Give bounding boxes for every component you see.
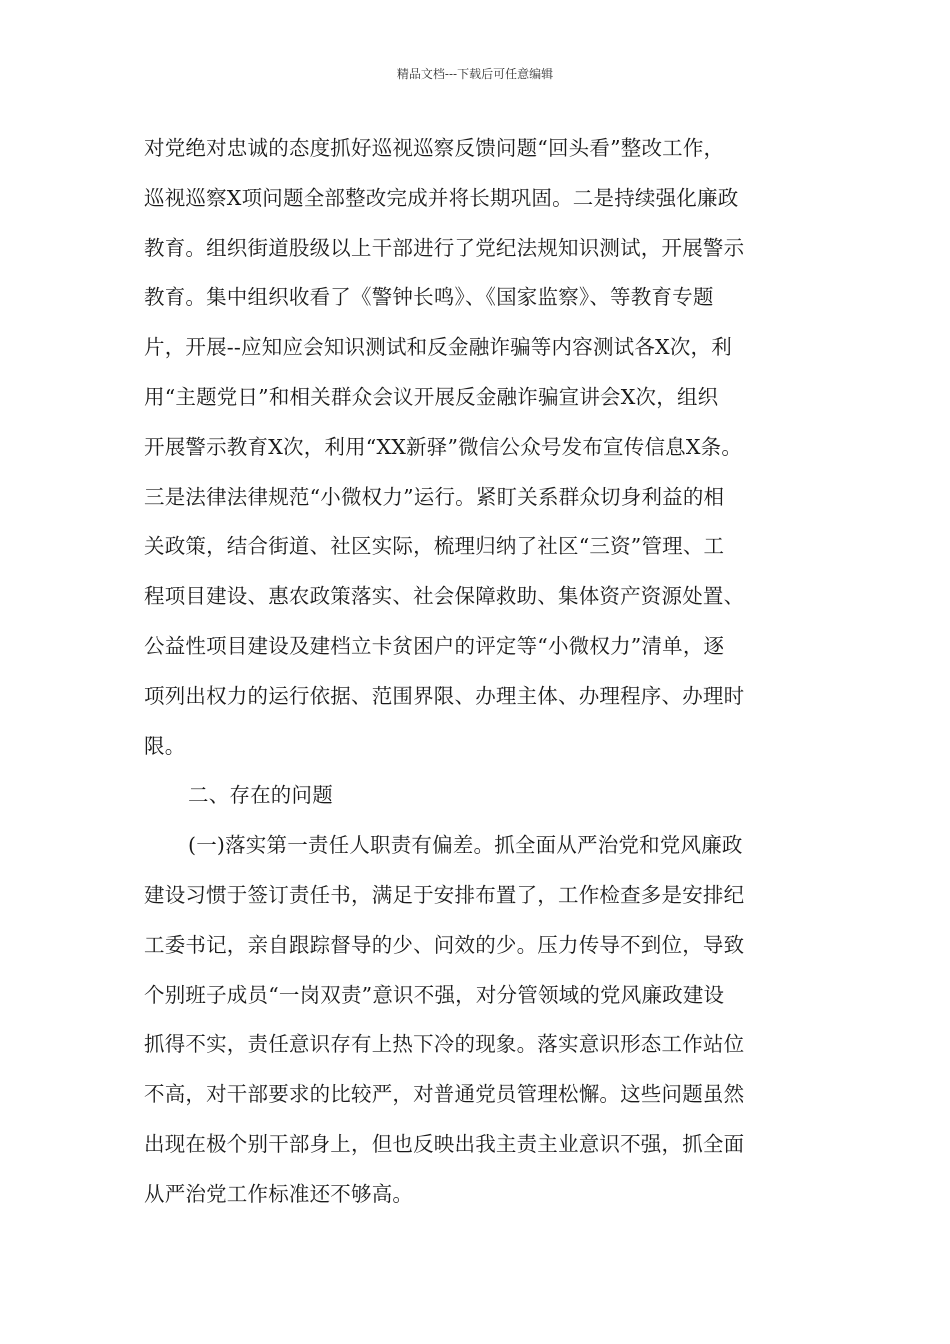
- subsection-first-line: (一)落实第一责任人职责有偏差。抓全面从严治党和党风廉政: [188, 833, 743, 858]
- text-line: 教育。组织街道股级以上干部进行了党纪法规知识测试，开展警示: [144, 235, 745, 260]
- text-line: 抓得不实，责任意识存有上热下冷的现象。落实意识形态工作站位: [144, 1032, 745, 1057]
- page-header: 精品文档---下载后可任意编辑: [396, 67, 554, 81]
- text-line: 工委书记，亲自跟踪督导的少、问效的少。压力传导不到位，导致: [144, 932, 745, 957]
- text-line: 限。: [144, 733, 186, 758]
- text-line: 关政策，结合街道、社区实际，梳理归纳了社区“三资”管理、工: [144, 534, 725, 559]
- text-line: 巡视巡察X项问题全部整改完成并将长期巩固。二是持续强化廉政: [144, 185, 739, 210]
- text-line: 开展警示教育X次，利用“XX新驿”微信公众号发布宣传信息X条。: [144, 434, 743, 459]
- text-line: 建设习惯于签订责任书，满足于安排布置了，工作检查多是安排纪: [144, 882, 745, 907]
- text-line: 出现在极个别干部身上，但也反映出我主责主业意识不强，抓全面: [144, 1131, 745, 1156]
- text-line: 不高，对干部要求的比较严，对普通党员管理松懈。这些问题虽然: [144, 1082, 745, 1107]
- text-line: 个别班子成员“一岗双责”意识不强，对分管领域的党风廉政建设: [144, 982, 725, 1007]
- text-line: 三是法律法律规范“小微权力”运行。紧盯关系群众切身利益的相: [144, 484, 725, 509]
- section-heading: 二、存在的问题: [188, 783, 333, 808]
- text-line: 从严治党工作标准还不够高。: [144, 1181, 414, 1206]
- text-line: 对党绝对忠诚的态度抓好巡视巡察反馈问题“回头看”整改工作，: [144, 136, 725, 160]
- text-line: 片，开展--应知应会知识测试和反金融诈骗等内容测试各X次，利: [144, 335, 732, 360]
- text-line: 公益性项目建设及建档立卡贫困户的评定等“小微权力”清单，逐: [144, 633, 725, 658]
- text-line: 教育。集中组织收看了《警钟长鸣》、《国家监察》、等教育专题: [144, 285, 714, 310]
- text-line: 程项目建设、惠农政策落实、社会保障救助、集体资产资源处置、: [144, 584, 745, 609]
- document-body: [144, 130, 824, 1226]
- text-line: 项列出权力的运行依据、范围界限、办理主体、办理程序、办理时: [144, 683, 745, 708]
- text-line: 用“主题党日”和相关群众会议开展反金融诈骗宣讲会X次，组织: [144, 384, 719, 409]
